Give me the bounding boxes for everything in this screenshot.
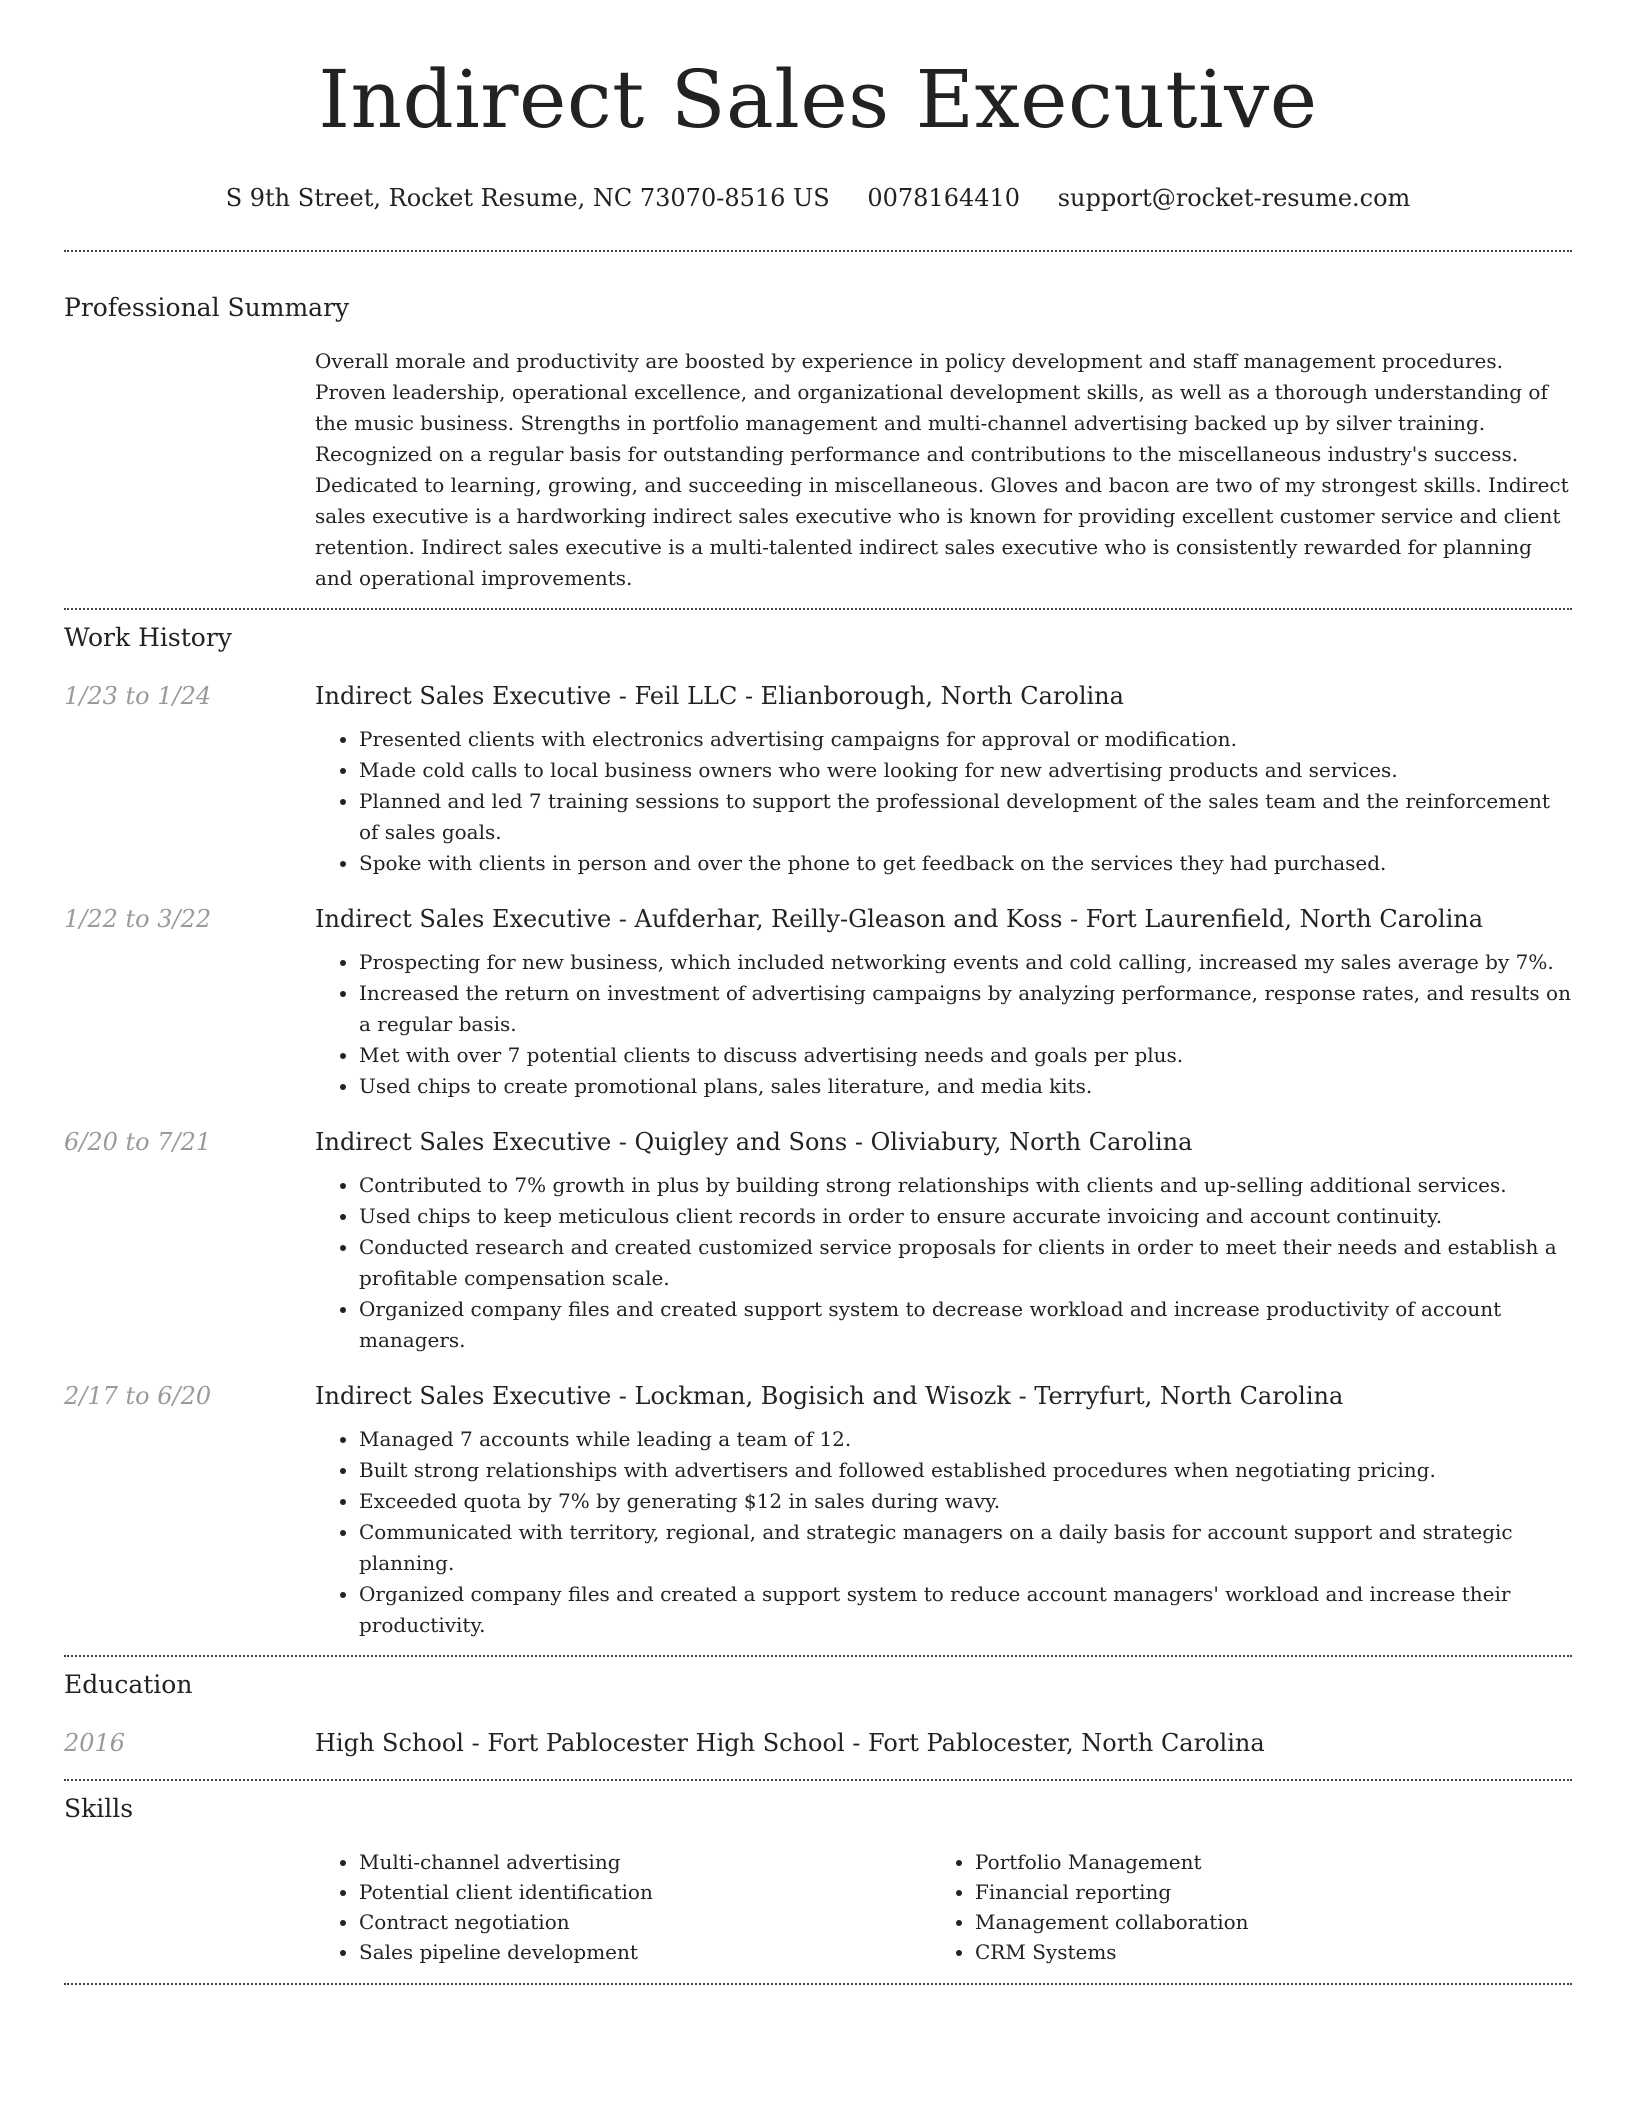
education-section <box>64 1669 1572 1759</box>
job-bullet: • Conducted research and created customized service proposals for clients in order to meet their needs and establish a profitable compensation scale. <box>359 1232 1572 1294</box>
job-bullet: • Managed 7 accounts while leading a team of 12. <box>359 1424 1572 1455</box>
job-bullet: • Built strong relationships with advertisers and followed established procedures when negotiating pricing. <box>359 1455 1572 1486</box>
contact-email: support@rocket-resume.com <box>1057 184 1411 212</box>
job-entry <box>64 680 1572 879</box>
work-history-heading: Work History <box>64 623 232 652</box>
job-entry <box>64 1380 1572 1641</box>
job-bullets <box>315 1170 1572 1356</box>
job-bullet: • Prospecting for new business, which included networking events and cold calling, increased my sales average by 7%. <box>359 947 1572 978</box>
divider-education <box>64 1779 1572 1781</box>
skill-item: • Contract negotiation <box>359 1907 931 1937</box>
job-entry <box>64 1126 1572 1356</box>
divider-work <box>64 1655 1572 1657</box>
skills-column-right <box>931 1847 1547 1967</box>
job-bullets <box>315 947 1572 1102</box>
education-heading: Education <box>64 1670 193 1699</box>
job-dates: 2/17 to 6/20 <box>64 1382 212 1410</box>
contact-address: S 9th Street, Rocket Resume, NC 73070-8516 US <box>225 184 830 212</box>
job-bullets <box>315 1424 1572 1641</box>
resume-page <box>64 0 1572 1985</box>
job-title: Indirect Sales Executive - Lockman, Bogisich and Wisozk - Terryfurt, North Carolina <box>315 1382 1344 1410</box>
job-dates: 1/23 to 1/24 <box>64 682 212 710</box>
job-title: Indirect Sales Executive - Quigley and Sons - Oliviabury, North Carolina <box>315 1128 1193 1156</box>
job-bullet: • Spoke with clients in person and over the phone to get feedback on the services they had purchased. <box>359 848 1572 879</box>
contact-phone: 0078164410 <box>867 184 1021 212</box>
summary-section <box>64 292 1572 594</box>
job-entry <box>64 903 1572 1102</box>
job-bullet: • Increased the return on investment of advertising campaigns by analyzing performance, response rates, and results on a regular basis. <box>359 978 1572 1040</box>
skill-item: • Potential client identification <box>359 1877 931 1907</box>
job-bullet: • Communicated with territory, regional, and strategic managers on a daily basis for account support and strategic planning. <box>359 1517 1572 1579</box>
skill-item: • Sales pipeline development <box>359 1937 931 1967</box>
job-bullet: • Organized company files and created support system to decrease workload and increase productivity of account managers. <box>359 1294 1572 1356</box>
job-bullet: • Organized company files and created a support system to reduce account managers' workload and increase their productivity. <box>359 1579 1572 1641</box>
skill-item: • Management collaboration <box>975 1907 1547 1937</box>
job-bullet: • Exceeded quota by 7% by generating $12 in sales during wavy. <box>359 1486 1572 1517</box>
job-bullet: • Used chips to keep meticulous client records in order to ensure accurate invoicing and account continuity. <box>359 1201 1572 1232</box>
job-bullet: • Planned and led 7 training sessions to support the professional development of the sales team and the reinforcement of sales goals. <box>359 786 1572 848</box>
divider-skills <box>64 1983 1572 1985</box>
skills-heading: Skills <box>64 1794 134 1823</box>
education-title: High School - Fort Pablocester High School - Fort Pablocester, North Carolina <box>315 1729 1265 1757</box>
skill-item: • Portfolio Management <box>975 1847 1547 1877</box>
education-year: 2016 <box>64 1729 126 1757</box>
summary-text: Overall morale and productivity are boosted by experience in policy development and staff management procedures. Proven leadership, operational excellence, and organizational development skills, as well as a thorough understanding of the music business. Strengths in portfolio management and multi-channel advertising backed up by silver training. Recognized on a regular basis for outstanding performance and contributions to the miscellaneous industry's success. Dedicated to learning, growing, and succeeding in miscellaneous. Gloves and bacon are two of my strongest skills. Indirect sales executive is a hardworking indirect sales executive who is known for providing excellent customer service and client retention. Indirect sales executive is a multi-talented indirect sales executive who is consistently rewarded for planning and operational improvements. <box>315 349 1569 590</box>
summary-heading: Professional Summary <box>64 293 350 322</box>
job-bullet: • Met with over 7 potential clients to discuss advertising needs and goals per plus. <box>359 1040 1572 1071</box>
divider-summary <box>64 608 1572 610</box>
skills-section <box>64 1793 1572 1967</box>
divider-header <box>64 250 1572 252</box>
job-bullet: • Made cold calls to local business owners who were looking for new advertising products and services. <box>359 755 1572 786</box>
job-bullet: • Presented clients with electronics advertising campaigns for approval or modification. <box>359 724 1572 755</box>
skills-column-left <box>315 1847 931 1967</box>
work-history-section <box>64 622 1572 1641</box>
job-bullets <box>315 724 1572 879</box>
education-entry <box>64 1727 1572 1759</box>
skill-item: • CRM Systems <box>975 1937 1547 1967</box>
skill-item: • Financial reporting <box>975 1877 1547 1907</box>
contact-line <box>64 182 1572 214</box>
job-dates: 6/20 to 7/21 <box>64 1128 212 1156</box>
job-title: Indirect Sales Executive - Aufderhar, Reilly-Gleason and Koss - Fort Laurenfield, North Carolina <box>315 905 1484 933</box>
job-title: Indirect Sales Executive - Feil LLC - Elianborough, North Carolina <box>315 682 1124 710</box>
skill-item: • Multi-channel advertising <box>359 1847 931 1877</box>
job-bullet: • Contributed to 7% growth in plus by building strong relationships with clients and up-selling additional services. <box>359 1170 1572 1201</box>
job-bullet: • Used chips to create promotional plans, sales literature, and media kits. <box>359 1071 1572 1102</box>
resume-title: Indirect Sales Executive <box>318 53 1318 146</box>
job-dates: 1/22 to 3/22 <box>64 905 212 933</box>
